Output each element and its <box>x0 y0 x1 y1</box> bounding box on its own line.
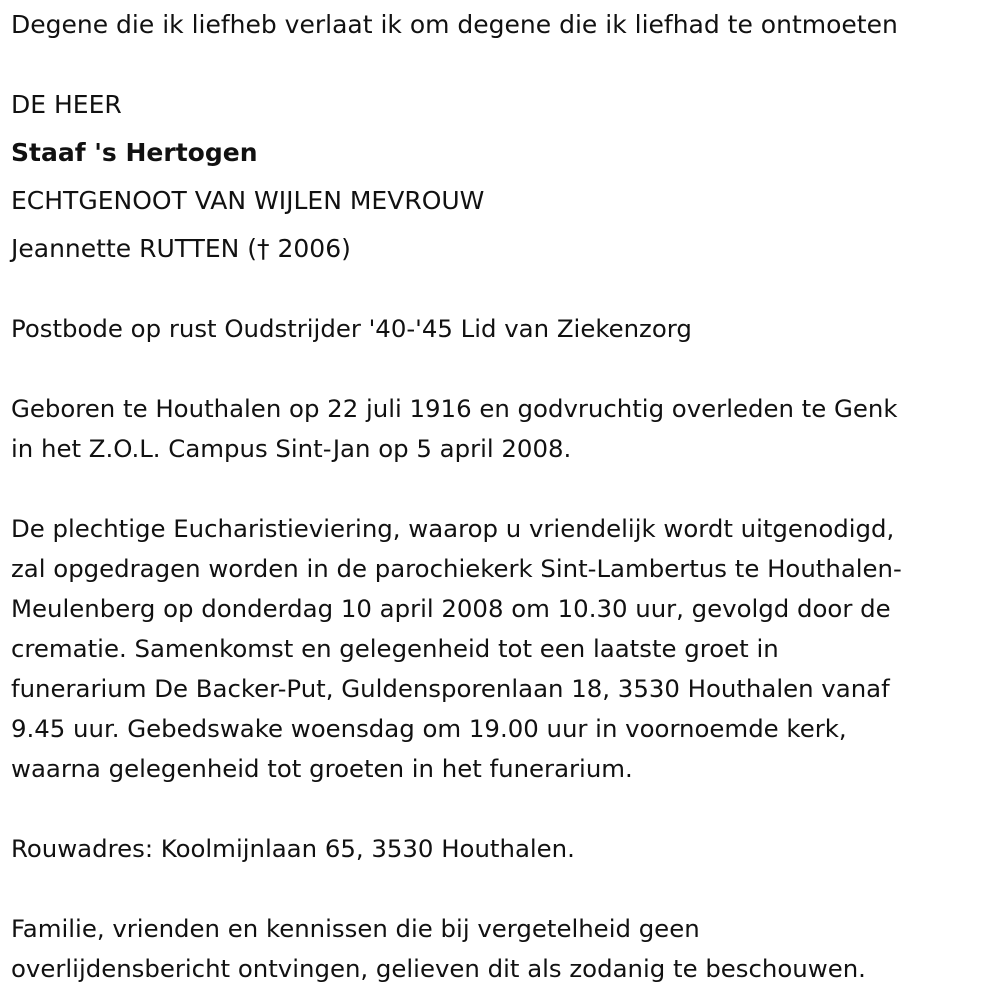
occupation-line: Postbode op rust Oudstrijder '40-'45 Lid van Ziekenzorg <box>11 314 692 343</box>
ceremony-line-1: De plechtige Eucharistieviering, waarop u vriendelijk wordt uitgenodigd, <box>11 514 895 543</box>
ceremony-line-3: Meulenberg op donderdag 10 april 2008 om 10.30 uur, gevolgd door de <box>11 594 891 623</box>
spouse-name: Jeannette RUTTEN († 2006) <box>11 234 351 263</box>
ceremony-line-4: crematie. Samenkomst en gelegenheid tot een laatste groet in <box>11 634 779 663</box>
spouse-label: ECHTGENOOT VAN WIJLEN MEVROUW <box>11 186 485 215</box>
ceremony-line-6: 9.45 uur. Gebedswake woensdag om 19.00 uur in voornoemde kerk, <box>11 714 847 743</box>
birth-death-line-1: Geboren te Houthalen op 22 juli 1916 en godvruchtig overleden te Genk <box>11 394 898 423</box>
ceremony-line-5: funerarium De Backer-Put, Guldensporenlaan 18, 3530 Houthalen vanaf <box>11 674 890 703</box>
ceremony-line-7: waarna gelegenheid tot groeten in het funerarium. <box>11 754 633 783</box>
mourning-address: Rouwadres: Koolmijnlaan 65, 3530 Houthalen. <box>11 834 575 863</box>
closing-line-2: overlijdensbericht ontvingen, gelieven dit als zodanig te beschouwen. <box>11 954 866 983</box>
deceased-name: Staaf 's Hertogen <box>11 138 258 167</box>
ceremony-line-2: zal opgedragen worden in de parochiekerk Sint-Lambertus te Houthalen- <box>11 554 902 583</box>
opening-quote: Degene die ik liefheb verlaat ik om degene die ik liefhad te ontmoeten <box>11 10 898 39</box>
honorific-title: DE HEER <box>11 90 122 119</box>
closing-line-1: Familie, vrienden en kennissen die bij vergetelheid geen <box>11 914 700 943</box>
birth-death-line-2: in het Z.O.L. Campus Sint-Jan op 5 april 2008. <box>11 434 572 463</box>
